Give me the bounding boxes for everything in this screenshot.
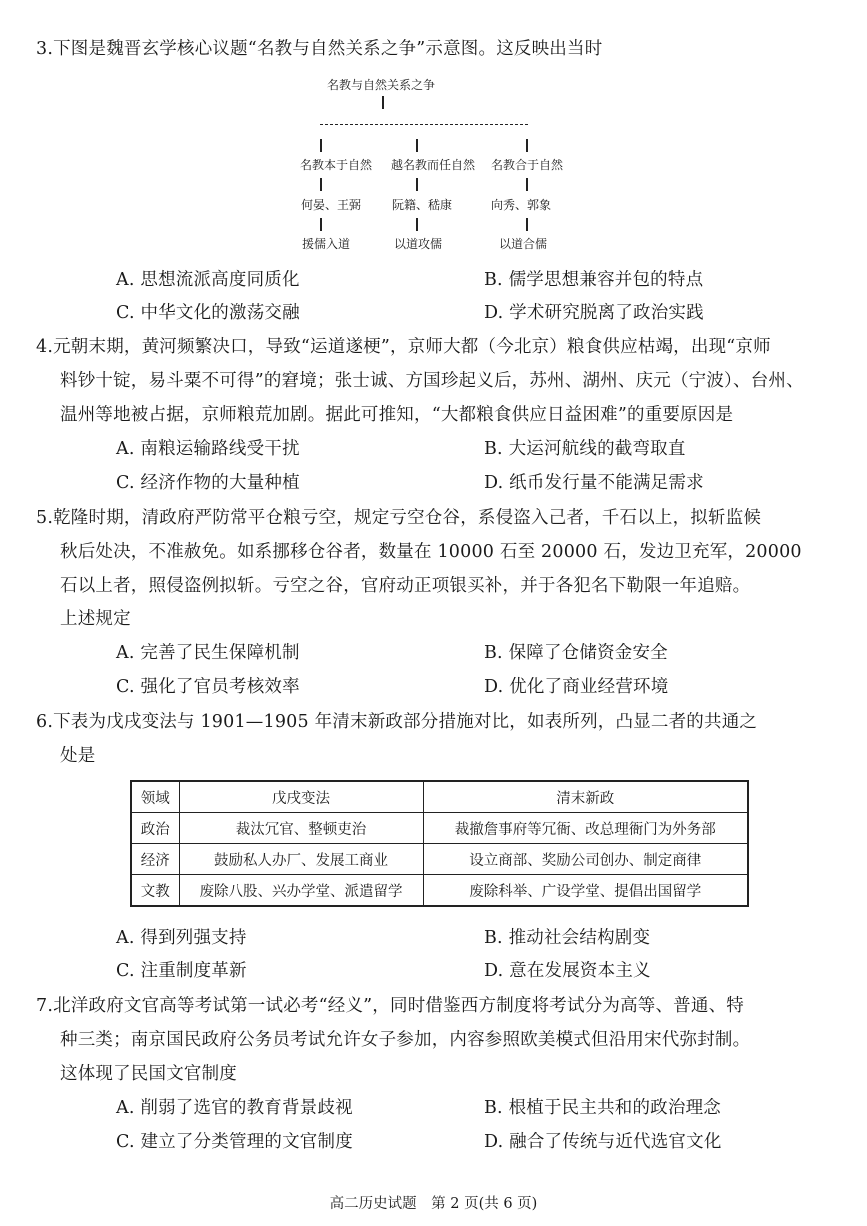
q4-option-a[interactable]: A. 南粮运输路线受干扰 <box>116 439 300 459</box>
diagram-view-1: 名教本于自然 <box>300 158 373 172</box>
q4-stem-line-1: 4.元朝末期，黄河频繁决口，导致“运道遂梗”，京师大都（今北京）粮食供应枯竭，出现“京师 <box>36 337 771 357</box>
diagram-connector <box>526 139 528 152</box>
diagram-people-3: 向秀、郭象 <box>491 198 552 212</box>
table-cell: 裁撤詹事府等冗衙、改总理衙门为外务部 <box>423 813 748 844</box>
table-row <box>131 813 748 844</box>
table-cell: 裁汰冗官、整顿吏治 <box>179 813 423 844</box>
q5-option-d[interactable]: D. 优化了商业经营环境 <box>484 677 669 697</box>
diagram-approach-1: 援儒入道 <box>302 237 351 251</box>
page-footer: 高二历史试题 第 2 页(共 6 页) <box>329 1196 538 1212</box>
diagram-connector <box>526 178 528 191</box>
diagram-connector <box>320 178 322 191</box>
q7-option-c[interactable]: C. 建立了分类管理的文官制度 <box>116 1132 353 1152</box>
q5-option-c[interactable]: C. 强化了官员考核效率 <box>116 677 300 697</box>
diagram-view-2: 越名教而任自然 <box>391 158 476 172</box>
diagram-view-3: 名教合于自然 <box>491 158 564 172</box>
q7-option-b[interactable]: B. 根植于民主共和的政治理念 <box>484 1098 721 1118</box>
q3-option-c[interactable]: C. 中华文化的激荡交融 <box>116 303 300 323</box>
q6-option-c[interactable]: C. 注重制度革新 <box>116 961 247 981</box>
table-cell: 设立商部、奖励公司创办、制定商律 <box>423 844 748 875</box>
q4-option-b[interactable]: B. 大运河航线的截弯取直 <box>484 439 686 459</box>
q7-stem-line-2: 种三类；南京国民政府公务员考试允许女子参加，内容参照欧美模式但沿用宋代弥封制。 <box>60 1030 751 1050</box>
diagram-connector <box>526 218 528 231</box>
q3-option-b[interactable]: B. 儒学思想兼容并包的特点 <box>484 270 704 290</box>
table-cell: 废除八股、兴办学堂、派遣留学 <box>179 875 423 907</box>
q3-option-a[interactable]: A. 思想流派高度同质化 <box>116 270 300 290</box>
q5-option-a[interactable]: A. 完善了民生保障机制 <box>116 643 300 663</box>
diagram-root: 名教与自然关系之争 <box>327 78 436 92</box>
q6-option-a[interactable]: A. 得到列强支持 <box>116 928 247 948</box>
q4-stem-line-3: 温州等地被占据，京师粮荒加剧。据此可推知，“大都粮食供应日益困难”的重要原因是 <box>60 405 734 425</box>
q4-stem-line-2: 料钞十锭，易斗粟不可得”的窘境；张士诚、方国珍起义后，苏州、湖州、庆元（宁波）、台州、 <box>60 371 804 391</box>
q6-stem-line-1: 6.下表为戊戌变法与 1901—1905 年清末新政部分措施对比，如表所列，凸显二者的共通之 <box>36 712 758 732</box>
q5-stem-line-1: 5.乾隆时期，清政府严防常平仓粮亏空，规定亏空仓谷，系侵盗入己者，千石以上，拟斩监候 <box>36 508 762 528</box>
q7-option-a[interactable]: A. 削弱了选官的教育背景歧视 <box>116 1098 353 1118</box>
diagram-connector <box>416 139 418 152</box>
q7-stem-line-1: 7.北洋政府文官高等考试第一试必考“经义”，同时借鉴西方制度将考试分为高等、普通、特 <box>36 996 744 1016</box>
q3-option-d[interactable]: D. 学术研究脱离了政治实践 <box>484 303 704 323</box>
q4-option-d[interactable]: D. 纸币发行量不能满足需求 <box>484 473 704 493</box>
q5-stem-line-3: 石以上者，照侵盗例拟斩。亏空之谷，官府动正项银买补，并于各犯名下勒限一年追赔。 <box>60 576 751 596</box>
q4-option-c[interactable]: C. 经济作物的大量种植 <box>116 473 300 493</box>
diagram-connector <box>416 178 418 191</box>
diagram-connector <box>382 96 384 109</box>
q6-option-b[interactable]: B. 推动社会结构剧变 <box>484 928 651 948</box>
table-row <box>131 844 748 875</box>
q5-stem-line-4: 上述规定 <box>60 609 131 629</box>
diagram-people-2: 阮籍、嵇康 <box>392 198 453 212</box>
diagram-connector <box>320 139 322 152</box>
table-header-cell: 戊戌变法 <box>179 781 423 813</box>
table-cell: 经济 <box>131 844 179 875</box>
q6-option-d[interactable]: D. 意在发展资本主义 <box>484 961 651 981</box>
q7-option-d[interactable]: D. 融合了传统与近代选官文化 <box>484 1132 722 1152</box>
table-cell: 政治 <box>131 813 179 844</box>
table-header-cell: 领域 <box>131 781 179 813</box>
table-header-cell: 清末新政 <box>423 781 748 813</box>
comparison-table <box>130 780 749 907</box>
table-cell: 废除科举、广设学堂、提倡出国留学 <box>423 875 748 907</box>
q6-stem-line-2: 处是 <box>60 746 96 766</box>
q5-stem-line-2: 秋后处决，不准赦免。如系挪移仓谷者，数量在 10000 石至 20000 石，发边卫充军，20000 <box>60 542 802 562</box>
table-cell: 鼓励私人办厂、发展工商业 <box>179 844 423 875</box>
diagram-approach-3: 以道合儒 <box>499 237 548 251</box>
table-cell: 文教 <box>131 875 179 907</box>
table-row <box>131 875 748 907</box>
diagram-connector <box>416 218 418 231</box>
diagram-approach-2: 以道攻儒 <box>394 237 443 251</box>
q3-stem: 3.下图是魏晋玄学核心议题“名教与自然关系之争”示意图。这反映出当时 <box>36 39 603 59</box>
q5-option-b[interactable]: B. 保障了仓储资金安全 <box>484 643 668 663</box>
q7-stem-line-3: 这体现了民国文官制度 <box>60 1064 237 1084</box>
diagram-dashed-line <box>320 124 528 125</box>
table-header-row <box>131 781 748 813</box>
diagram-connector <box>320 218 322 231</box>
diagram-people-1: 何晏、王弼 <box>301 198 362 212</box>
